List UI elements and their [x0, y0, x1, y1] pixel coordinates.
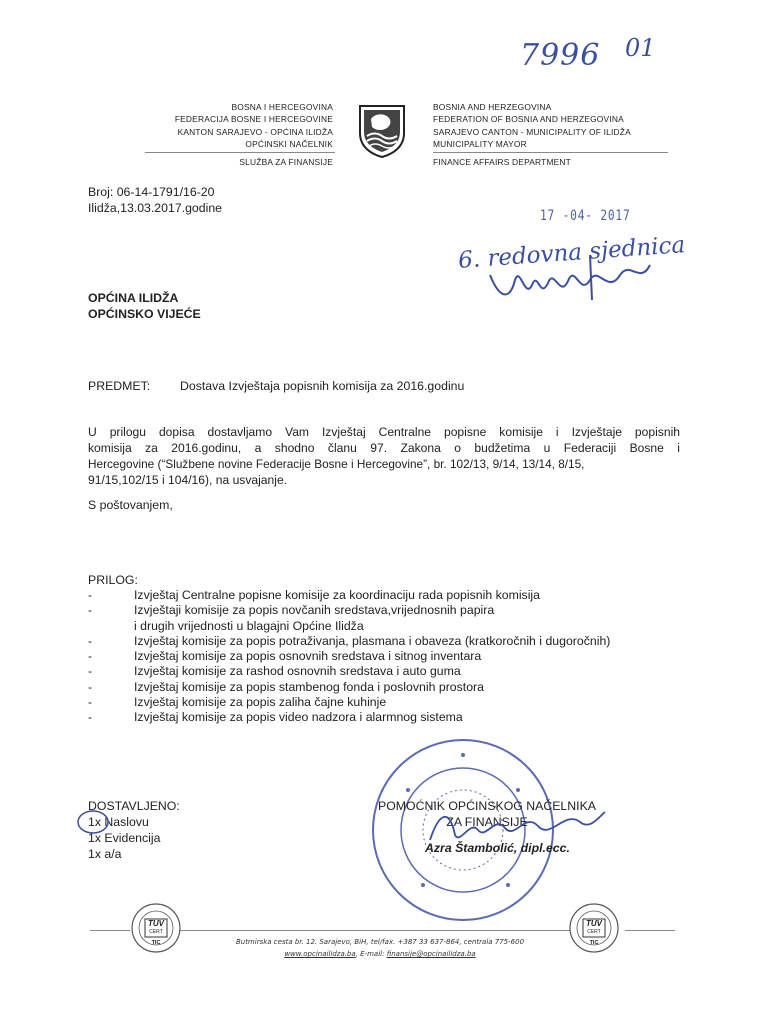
attachment-text: Izvještaj komisije za popis zaliha čajne kuhinje — [134, 695, 387, 710]
reference-number: Broj: 06-14-1791/16-20 — [88, 185, 215, 199]
footer-divider-left — [90, 930, 130, 931]
attachment-item — [88, 588, 688, 603]
attachment-item — [88, 695, 688, 710]
body-line: U prilogu dopisa dostavljamo Vam Izvještaj Centralne popisne komisije i Izvještaje popisnih — [88, 425, 680, 439]
list-dash: - — [88, 633, 93, 648]
footer-email-link[interactable]: finansije@opcinailidza.ba — [386, 950, 476, 958]
footer-website-link[interactable]: www.opcinailidza.ba — [284, 950, 356, 958]
attachment-text: Izvještaji komisije za popis novčanih sredstava,vrijednosnih papira — [134, 603, 495, 618]
attachment-text: Izvještaj komisije za popis video nadzora i alarmnog sistema — [134, 710, 463, 725]
recipient-line-2: OPĆINSKO VIJEĆE — [88, 307, 201, 321]
subject-label: PREDMET: — [88, 379, 151, 393]
greeting: S poštovanjem, — [88, 498, 173, 512]
list-dash: - — [88, 664, 93, 679]
cert-badge-left — [130, 902, 182, 954]
attachment-item — [88, 619, 688, 634]
attachment-item — [88, 664, 688, 679]
received-stamp-date: 17 -04- 2017 — [540, 208, 631, 224]
header-left-department: SLUŽBA ZA FINANSIJE — [239, 157, 333, 167]
footer-divider — [180, 930, 570, 931]
footer-address: Butmirska cesta br. 12. Sarajevo, BiH, tel/fax. +387 33 637-864, centrala 775-600 — [235, 938, 525, 946]
attachment-text: Izvještaj Centralne popisne komisije za koordinaciju rada popisnih komisija — [134, 588, 541, 602]
footer-email-label: , E-mail: — [355, 950, 387, 958]
header-right-line: SARAJEVO CANTON - MUNICIPALITY OF ILIDŽA — [433, 126, 631, 137]
municipality-crest-icon — [357, 103, 407, 159]
signature-title-2: ZA FINANSIJE — [446, 815, 528, 829]
header-left-line: OPĆINSKI NAČELNIK — [245, 139, 333, 150]
subject-text: Dostava Izvještaja popisnih komisija za 2016.godinu — [180, 379, 465, 393]
cert-badge-code: TIC — [151, 940, 161, 946]
body-line: 91/15,102/15 i 104/16), na usvajanje. — [88, 473, 288, 487]
delivered-label: DOSTAVLJENO: — [88, 799, 180, 813]
delivered-item: 1x a/a — [88, 847, 122, 861]
handwritten-circle-mark — [76, 809, 110, 835]
delivered-item: 1x Evidencija — [88, 831, 161, 845]
header-left-divider — [145, 152, 335, 153]
body-paragraph — [88, 424, 680, 488]
footer-address-block — [190, 938, 570, 958]
list-dash: - — [88, 679, 93, 694]
cert-badge-code: TIC — [589, 940, 599, 946]
list-dash — [88, 619, 134, 634]
attachment-item — [88, 649, 688, 664]
header-left-block — [100, 101, 333, 151]
attachment-text: Izvještaj komisije za popis stambenog fonda i poslovnih prostora — [134, 679, 484, 694]
handwritten-session-note: 6. redovna sjednica — [457, 232, 686, 274]
attachment-text: i drugih vrijednosti u blagajni Općine Ilidža — [134, 618, 364, 633]
header-right-line: FEDERATION OF BOSNIA AND HERZEGOVINA — [433, 114, 624, 125]
attachments-list — [88, 588, 688, 726]
signature-title-1: POMOĆNIK OPĆINSKOG NAČELNIKA — [378, 799, 596, 813]
list-dash: - — [88, 695, 93, 710]
signature-name: Azra Štambolić, dipl.ecc. — [425, 841, 570, 855]
attachment-text: Izvještaj komisije za rashod osnovnih sredstava i auto guma — [134, 664, 461, 679]
cert-badge-label: CERT — [149, 929, 163, 935]
list-dash: - — [88, 603, 93, 618]
header-right-line: MUNICIPALITY MAYOR — [433, 139, 527, 150]
list-dash: - — [88, 649, 93, 664]
attachment-item — [88, 710, 688, 725]
footer-contact — [190, 950, 570, 958]
header-right-divider — [433, 152, 668, 153]
handwritten-reference-number: 7996 — [520, 38, 601, 73]
footer-divider-right — [625, 930, 675, 931]
list-dash: - — [88, 710, 93, 725]
attachment-text: Izvještaj komisije za popis osnovnih sredstava i sitnog inventara — [134, 649, 482, 664]
attachment-item — [88, 680, 688, 695]
list-dash: - — [88, 588, 93, 602]
attachment-item — [88, 603, 688, 618]
cert-badge-label: CERT — [587, 929, 601, 935]
attachment-text: Izvještaj komisije za popis potraživanja, plasmana i obaveza (kratkoročnih i dugoročnih) — [134, 633, 611, 648]
cert-badge-brand: TUV — [586, 919, 602, 928]
recipient-line-1: OPĆINA ILIDŽA — [88, 291, 179, 305]
handwritten-reference-suffix: 01 — [625, 34, 656, 62]
cert-badge-right — [568, 902, 620, 954]
header-right-block — [433, 101, 693, 151]
header-right-line: BOSNIA AND HERZEGOVINA — [433, 102, 552, 112]
header-right-department: FINANCE AFFAIRS DEPARTMENT — [433, 157, 571, 167]
body-line: komisija za 2016.godinu, a shodno članu 97. Zakona o budžetima u Federaciji Bosne i — [88, 441, 680, 455]
attachment-item — [88, 634, 688, 649]
handwritten-initials-scribble — [480, 245, 660, 305]
header-left-line: BOSNA I HERCEGOVINA — [231, 102, 333, 112]
reference-date: Ilidža,13.03.2017.godine — [88, 201, 223, 215]
body-line: Hercegovine (“Službene novine Federacije Bosne i Hercegovine”, br. 102/13, 9/14, 13/14, 8/15, — [88, 457, 585, 471]
cert-badge-brand: TUV — [148, 919, 164, 928]
header-left-line: KANTON SARAJEVO - OPĆINA ILIDŽA — [177, 126, 333, 137]
attachments-label: PRILOG: — [88, 573, 138, 587]
delivered-item: 1x Naslovu — [88, 815, 149, 829]
header-left-line: FEDERACIJA BOSNE I HERCEGOVINE — [174, 114, 333, 125]
